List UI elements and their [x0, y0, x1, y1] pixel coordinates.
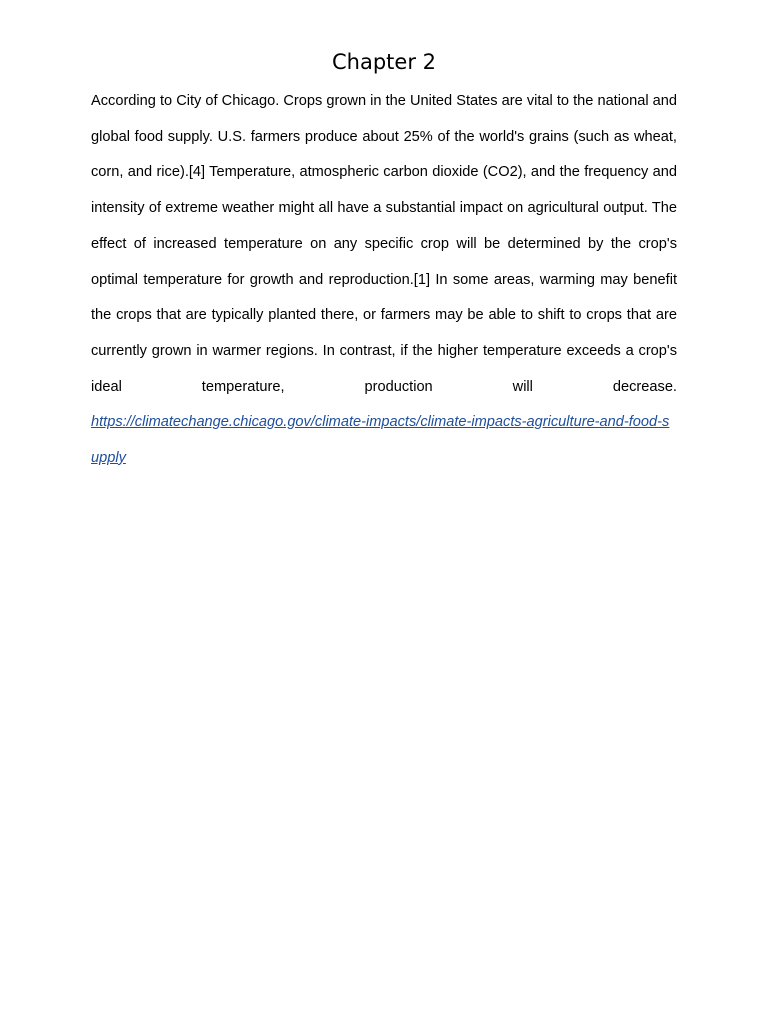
reference-link[interactable]: https://climatechange.chicago.gov/climate-impacts/climate-impacts-agriculture-and-food-supply: [91, 414, 670, 466]
chapter-title: Chapter 2: [332, 50, 436, 74]
body-paragraph: According to City of Chicago. Crops grown in the United States are vital to the national and global food supply. U.S. farmers produce about 25% of the world's grains (such as wheat, corn, and rice).[4] Temperature, atmospheric carbon dioxide (CO2), and the frequency and intensity of extreme weather might all have a substantial impact on agricultural output. The effect of increased temperature on any specific crop will be determined by the crop's optimal temperature for growth and reproduction.[1] In some areas, warming may benefit the crops that are typically planted there, or farmers may be able to shift to crops that are currently grown in warmer regions. In contrast, if the higher temperature exceeds a crop's ideal temperature, production will decrease.: [91, 93, 677, 395]
